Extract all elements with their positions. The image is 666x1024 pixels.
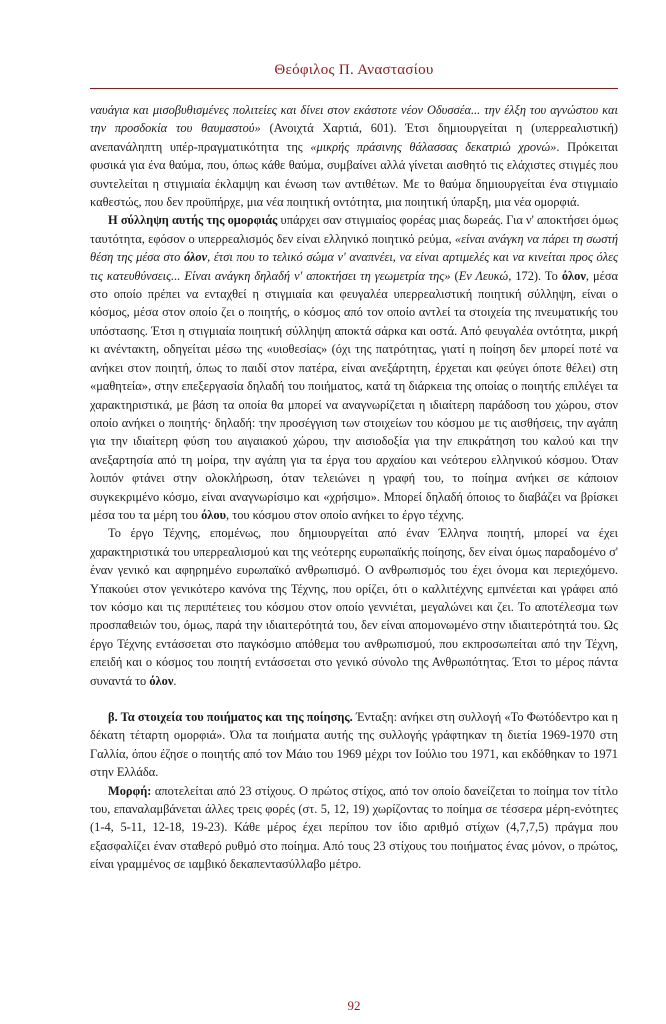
paragraph-4 bbox=[90, 708, 618, 782]
paragraph-3 bbox=[90, 524, 618, 690]
running-header bbox=[90, 62, 618, 79]
bold-text: όλου bbox=[201, 507, 227, 522]
text: , 172). Το bbox=[508, 268, 562, 283]
text: (Ανοιχτά Χαρτιά, 601). Έτσι δημιουργείται η (υπερρεαλιστική) ανεπανάληπτη υπέρ-πραγματικότητα της bbox=[90, 121, 618, 154]
text: , μέσα στο οποίο πρέπει να ενταχθεί η στιγμιαία και φευγαλέα υπερρεαλιστική ποιητική σύλληψη, είναι ο κόσμος, μέσα στον οποίο ζει ο ποιητής, ο κόσμος από τον οποίο αντλεί τα στοιχεία της πνευματικής του υπόστασης. Έτσι η στιγμιαία ποιητική σύλληψη αποκτά σάρκα και οστά. Από φευγαλέα οντότητα, μικρή κι ανέντακτη, οδηγείται μέσω της «υιοθεσίας» (όχι της πατρότητας, γιατί η ποίηση δεν μπορεί ποτέ να ανήκει στον ποιητή, όπως το παιδί στον πατέρα, είναι ανεξάρτητη, έρχεται και φεύγει όποτε θέλει) στη «μαθητεία», στην επεξεργασία δηλαδή του ποιήματος, κατά τη διάρκεια της οποίας ο ποιητής επιλέγει τα χαρακτηριστικά, με βάση τα οποία θα μπορεί να αναγνωρίζεται η ιδιαίτερη παράδοση του χώρου, στον οποίο ανήκει ο ποιητής· δηλαδή: την προσέγγιση των στοιχείων του κόσμου με τις αισθήσεις, την αγάπη για την ιδιαίτερη φύση του αιγαιακού χώρου, την αισιοδοξία για την επικράτηση του καλού και την ανεξαρτησία από τη μοίρα, την αγάπη για τα έργα του αρχαίου και νεότερου ελληνικού κόσμου. Όταν λοιπόν φτάνει στην ολοκλήρωση, όταν τελειώνει η γραφή του, το ποίημα ανήκει σε κάποιον συγκεκριμένο κόσμο, είναι αναγνωρίσιμο και «χρήσιμο». Μπορεί δηλαδή όποιος το διαβάζει να βρίσκει μέσα του τα μέρη του bbox=[90, 268, 619, 522]
text: υπάρχει σαν στιγμιαίος φορέας μιας δωρεάς. Για ν' αποκτήσει όμως ταυτότητα, εφόσον ο υπερρεαλισμός δεν είναι ελληνικό ποιητικό ρεύμα, bbox=[90, 213, 618, 246]
header-author: Θεόφιλος Π. Αναστασίου bbox=[274, 62, 434, 78]
bold-text: όλον bbox=[149, 673, 174, 688]
bold-text: Μορφή: bbox=[108, 783, 152, 798]
section-heading: β. Τα στοιχεία του ποιήματος και της ποίησης. bbox=[108, 710, 353, 724]
paragraph-2 bbox=[90, 211, 618, 524]
bold-text: όλον bbox=[561, 268, 586, 283]
header-rule bbox=[90, 88, 618, 89]
book-title: Εν Λευκώ bbox=[458, 268, 509, 283]
text: Το έργο Τέχνης, επομένως, που δημιουργείται από έναν Έλληνα ποιητή, μπορεί να έχει χαρακτηριστικά του υπερρεαλισμού και της νεότερης ευρωπαϊκής ποίησης, δεν είναι όμως παραδομένο σ' έναν γενικό και αφηρημένο ευρωπαϊκό ανθρωπισμό. Ο ανθρωπισμός του έχει όνομα και περιεχόμενο. Υπακούει στον γενικότερο κανόνα της Τέχνης, που ορίζει, ότι ο καλλιτέχνης εμπνέεται και γράφει από τον κόσμο και τις περιπέτειες του κόσμου στον οποίο γεννιέται, μεγαλώνει και ζει. Το αποτέλεσμα των προσπαθειών του, όμως, παρά την ιδιαιτερότητά του, δεν είναι απομονωμένο στην ιδιαιτερότητά του. Ως έργο Τέχνης εντάσσεται στο παγκόσμιο απόθεμα του ανθρωπισμού, που εκπροσωπείται από την Τέχνη, επειδή και ο κόσμος του ποιητή εντάσσεται στο γενικό σύνολο της Ανθρωπότητας. Έτσι το μέρος πάντα συναντά το bbox=[90, 526, 618, 688]
text: . bbox=[173, 673, 177, 688]
text: αποτελείται από 23 στίχους. Ο πρώτος στίχος, από τον οποίο δανείζεται το ποίημα τον τίτλο του, επαναλαμβάνεται άλλες τρεις φορές (στ. 5, 12, 19) χωρίζοντας το ποίημα σε τέσσερα μέρη-ενότητες (1-4, 5-11, 12-18, 19-23). Κάθε μέρος έχει περίπου τον ίδιο αριθμό στίχων (4,7,7,5) πράγμα που εξασφαλίζει έναν σταθερό ρυθμό στο ποίημα. Από τους 23 στίχους του ποιήματος ένας μόνον, ο πρώτος, είναι γραμμένος σε ιαμβικό δεκαπεντασύλλαβο μέτρο. bbox=[90, 783, 618, 872]
quote-text: , έτσι που το τελικό σώμα ν' αναπνέει, να είναι αρτιμελές και να κινείται προς όλες τις κατευθύνσεις... Είναι ανάγκη δηλαδή ν' αποκτήσει τη γεωμετρία της» bbox=[90, 250, 618, 283]
text: Ένταξη: ανήκει στη συλλογή «Το Φωτόδεντρο και η δέκατη τέταρτη ομορφιά». Όλα τα ποιήματα αυτής της συλλογής γράφτηκαν τη διετία 1969-1970 στη Γαλλία, όπου έζησε ο ποιητής από τον Μάιο του 1969 μέχρι τον Ιούλιο του 1971, και εκδόθηκαν το 1971 στην Ελλάδα. bbox=[90, 710, 618, 780]
quote-text: ναυάγια και μισοβυθισμένες πολιτείες και δίνει στον εκάστοτε νέον Οδυσσέα... την έλξη του αγνώστου και την προσδοκία του θαυμαστού» bbox=[90, 103, 618, 136]
quote-text: «μικρής πράσινης θάλασσας δεκατριώ χρονώ» bbox=[310, 139, 557, 154]
text: , του κόσμου στον οποίο ανήκει το έργο τέχνης. bbox=[226, 507, 465, 522]
quote-text: «είναι ανάγκη να πάρει τη σωστή θέση της μέσα στο bbox=[90, 231, 618, 265]
paragraph-5 bbox=[90, 782, 618, 874]
page-number: 92 bbox=[347, 998, 361, 1013]
body-text bbox=[90, 101, 618, 874]
bold-italic-text: όλον bbox=[183, 250, 208, 265]
bold-text: Η σύλληψη αυτής της ομορφιάς bbox=[108, 213, 278, 228]
text: ( bbox=[450, 268, 459, 283]
paragraph-1 bbox=[90, 101, 618, 211]
text: . Πρόκειται φυσικά για ένα θαύμα, που, όπως κάθε θαύμα, συμβαίνει αλλά γίνεται αισθητό τις ελάχιστες στιγμές που συντελείται η στιγμιαία έκλαμψη και ένωση των αντιθέτων. Με το θαύμα δημιουργείται ένα στιγμιαίο καθεστώς, που δεν προϋπήρχε, μια νέα ποιητική οντότητα, μια ποιητική ύπαρξη, μια νέα ομορφιά. bbox=[90, 139, 618, 210]
